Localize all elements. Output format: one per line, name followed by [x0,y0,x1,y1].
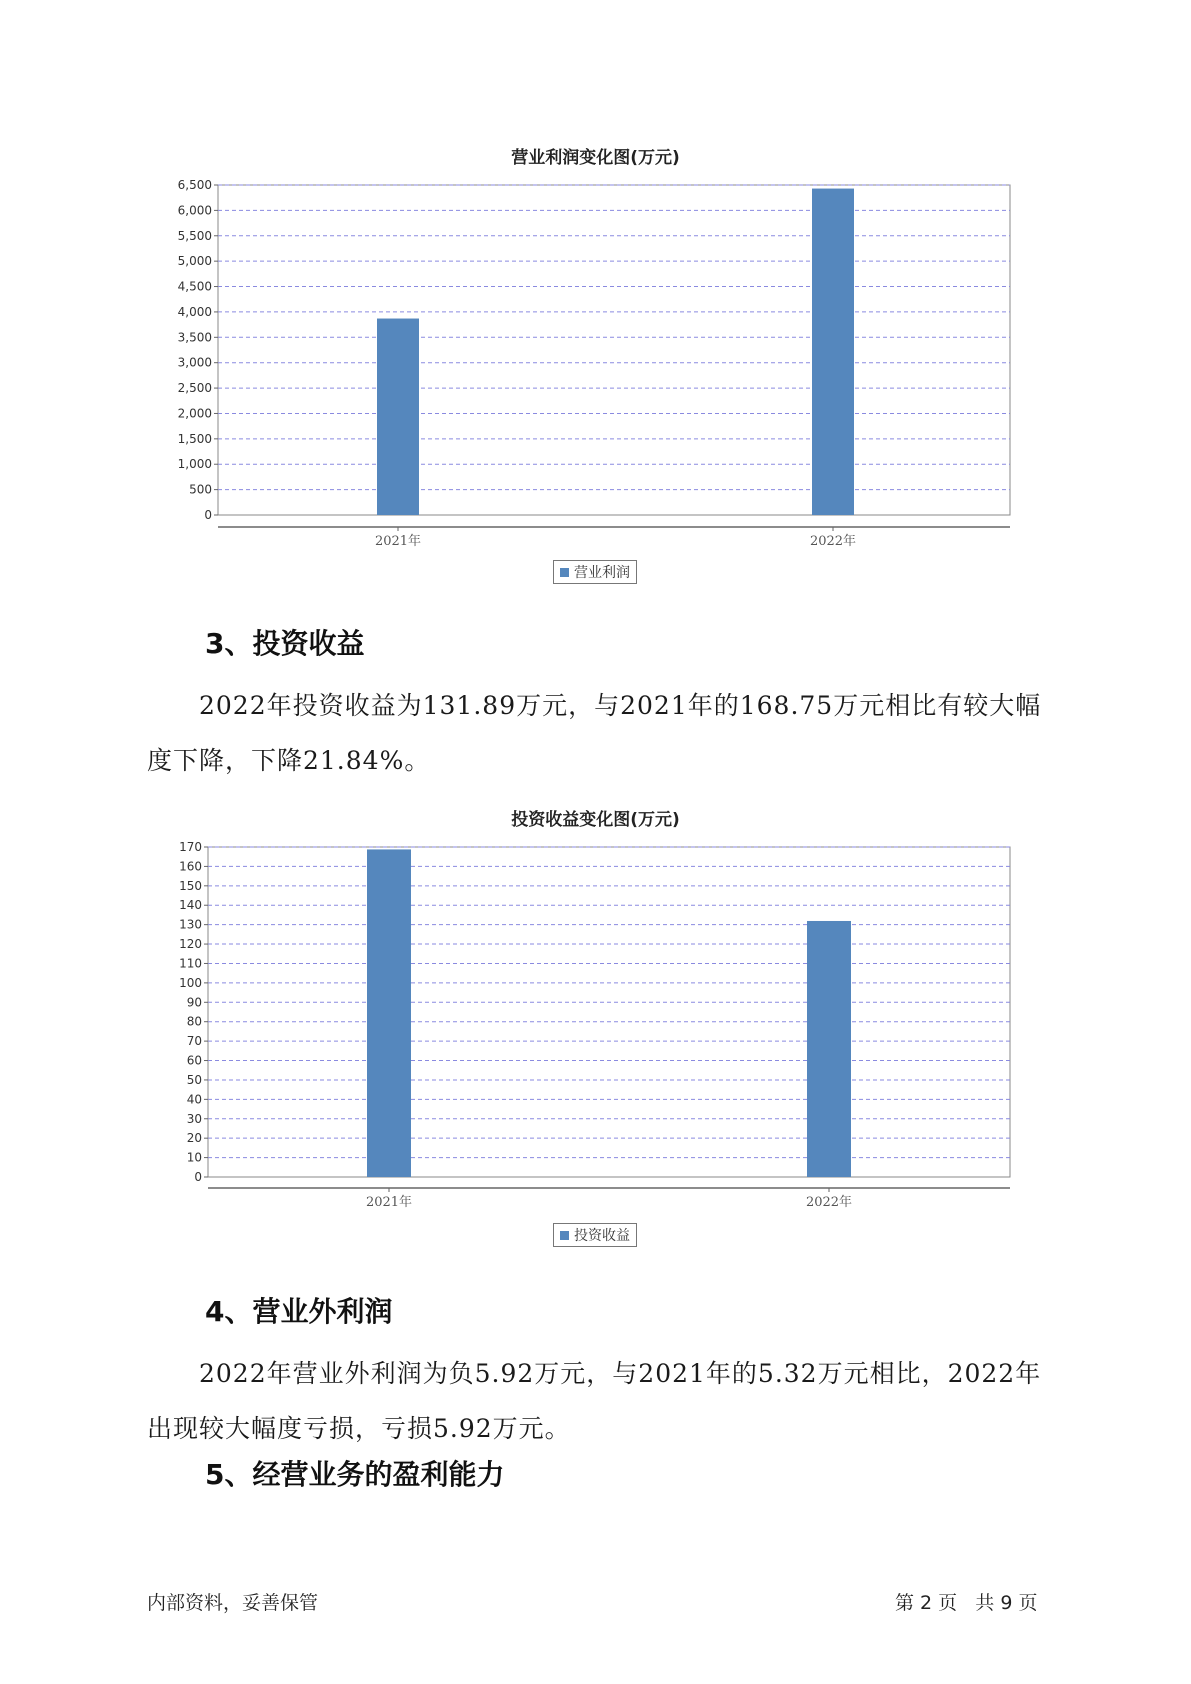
y-tick-label: 1,500 [177,431,212,446]
y-tick-label: 140 [179,898,202,913]
section-paragraph-non-operating-profit: 2022年营业外利润为负5.92万元，与2021年的5.32万元相比，2022年出现较大幅度亏损，亏损5.92万元。 [147,1359,1042,1443]
section-paragraph-investment-income: 2022年投资收益为131.89万元，与2021年的168.75万元相比有较大幅度下降，下降21.84%。 [147,691,1042,775]
y-tick-label: 30 [186,1111,202,1126]
y-tick-label: 80 [186,1014,202,1029]
y-tick-label: 100 [179,975,202,990]
y-tick-label: 6,000 [177,203,212,218]
y-tick-label: 1,000 [177,457,212,472]
bar [367,849,411,1177]
y-tick-label: 150 [179,878,202,893]
y-tick-label: 90 [186,995,202,1010]
y-tick-label: 500 [189,482,212,497]
y-tick-label: 110 [179,956,202,971]
bar [807,921,851,1177]
y-tick-label: 40 [186,1092,202,1107]
y-tick-label: 2,000 [177,406,212,421]
x-tick-label: 2021年 [374,534,422,549]
y-tick-label: 170 [179,840,202,854]
legend-label: 营业利润 [574,565,630,581]
legend-swatch [560,1231,569,1240]
chart-title-operating-profit: 营业利润变化图(万元) [511,148,680,168]
y-tick-label: 70 [186,1034,202,1049]
x-tick-label: 2022年 [805,1195,853,1210]
section-heading-profitability: 5、经营业务的盈利能力 [205,1458,505,1491]
chart-title-investment-income: 投资收益变化图(万元) [511,810,680,830]
y-tick-label: 6,500 [177,178,212,192]
footer-confidential-note: 内部资料，妥善保管 [147,1592,319,1614]
chart-legend-investment-income [553,1223,637,1247]
y-tick-label: 0 [204,508,212,522]
footer-page-number: 第 2 页 共 9 页 [895,1592,1038,1614]
y-tick-label: 50 [186,1072,202,1087]
y-tick-label: 10 [186,1150,202,1165]
y-tick-label: 2,500 [177,381,212,396]
y-tick-label: 3,500 [177,330,212,345]
x-tick-label: 2021年 [365,1195,413,1210]
y-tick-label: 4,000 [177,304,212,319]
y-tick-label: 5,000 [177,254,212,269]
y-tick-label: 5,500 [177,228,212,243]
y-tick-label: 0 [194,1170,202,1184]
y-tick-label: 4,500 [177,279,212,294]
plot-area [208,847,1010,1177]
section-heading-non-operating-profit: 4、营业外利润 [205,1295,393,1328]
x-tick-label: 2022年 [809,534,857,549]
y-tick-label: 3,000 [177,355,212,370]
legend-label: 投资收益 [574,1228,630,1244]
y-tick-label: 160 [179,859,202,874]
y-tick-label: 120 [179,937,202,952]
y-tick-label: 60 [186,1053,202,1068]
section-heading-investment-income: 3、投资收益 [205,627,365,660]
y-tick-label: 20 [186,1131,202,1146]
y-tick-label: 130 [179,917,202,932]
